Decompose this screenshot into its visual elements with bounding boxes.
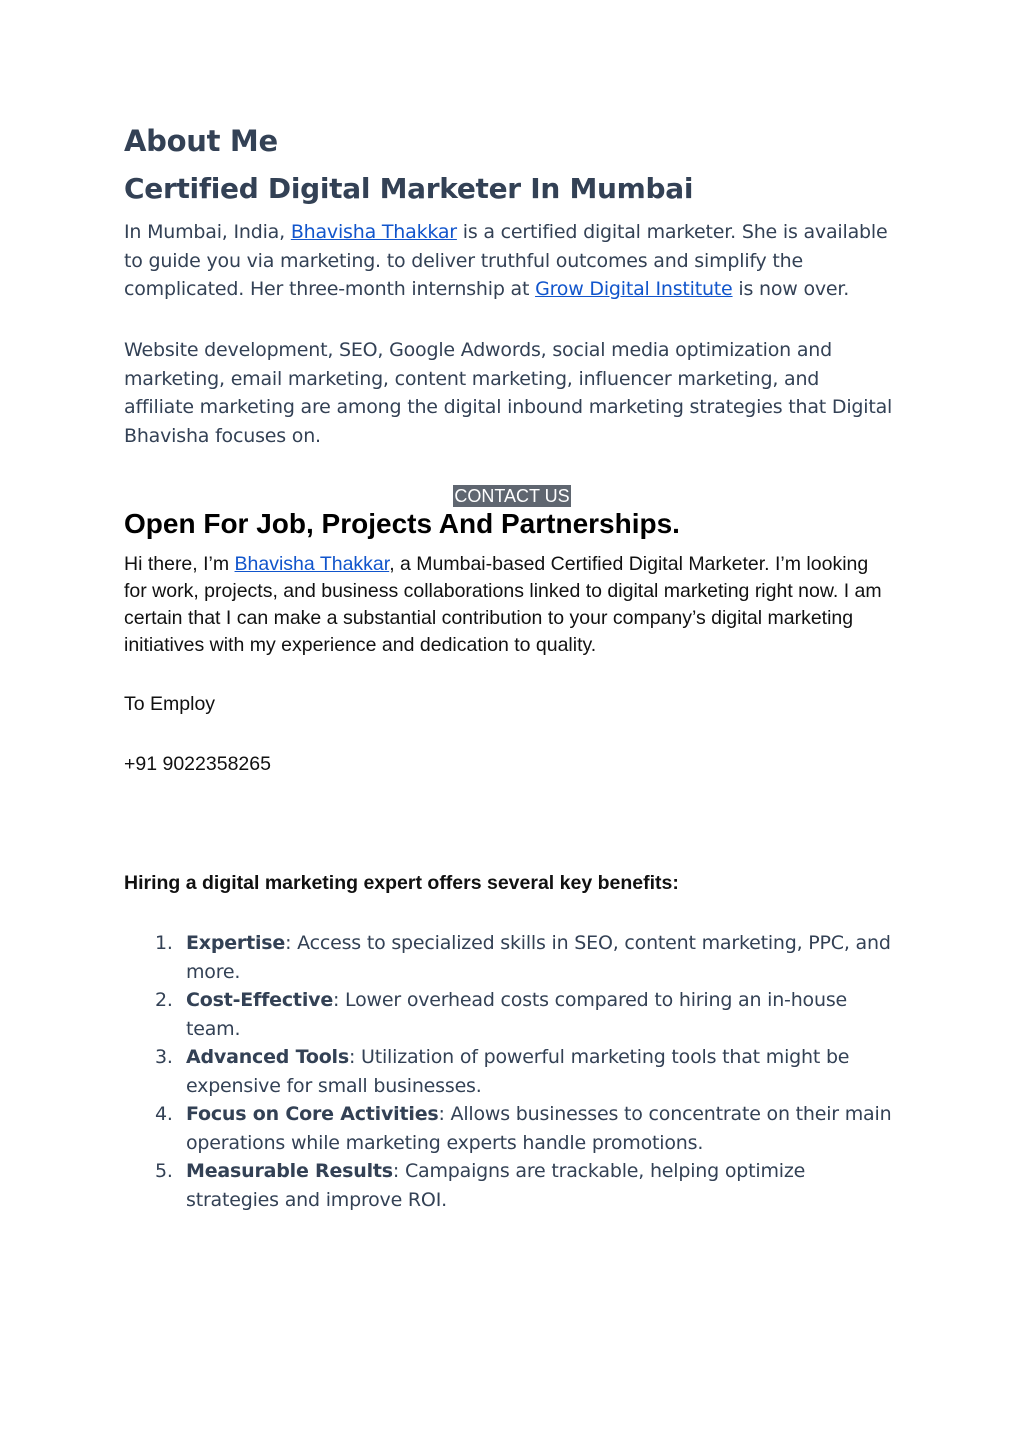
benefit-title: Focus on Core Activities — [186, 1103, 439, 1125]
list-number: 5. — [155, 1160, 173, 1182]
list-number: 4. — [155, 1103, 173, 1125]
certified-heading: Certified Digital Marketer In Mumbai — [124, 172, 694, 205]
contact-us-button[interactable]: CONTACT US — [454, 486, 570, 506]
intro-paragraph — [124, 218, 894, 304]
list-item — [124, 986, 894, 1043]
benefit-text: : Allows businesses to concentrate on their main operations while marketing experts handle promotions. — [186, 1103, 892, 1154]
grow-digital-link[interactable]: Grow Digital Institute — [535, 278, 733, 300]
benefit-text: : Campaigns are trackable, helping optimize strategies and improve ROI. — [186, 1160, 806, 1211]
list-number: 3. — [155, 1046, 173, 1068]
to-employ-text: To Employ — [124, 693, 216, 715]
list-number: 1. — [155, 932, 173, 954]
benefit-text: : Access to specialized skills in SEO, content marketing, PPC, and more. — [186, 932, 891, 983]
benefit-title: Expertise — [186, 932, 286, 954]
intro-text-end: is now over. — [732, 278, 850, 300]
benefit-text: : Utilization of powerful marketing tools that might be expensive for small businesses. — [186, 1046, 850, 1097]
contact-row — [0, 485, 1024, 507]
intro-text-start: In Mumbai, India, — [124, 221, 291, 243]
benefits-list — [124, 929, 894, 1214]
open-paragraph — [124, 551, 894, 659]
intro-text-middle: is a certified digital marketer. She is available to guide you via marketing. to deliver truthful outcomes and simplify the complicated. Her three-month internship at — [124, 221, 888, 300]
list-number: 2. — [155, 989, 173, 1011]
phone-number: +91 9022358265 — [124, 753, 271, 775]
open-text-end: , a Mumbai-based Certified Digital Marketer. I’m looking for work, projects, and business collaborations linked to digital marketing right now. I am certain that I can make a substantial contribution to your company’s digital marketing initiatives with my experience and dedication to quality. — [124, 553, 882, 656]
strategies-paragraph: Website development, SEO, Google Adwords, social media optimization and marketing, email marketing, content marketing, influencer marketing, and affiliate marketing are among the digital inbound marketing strategies that Digital Bhavisha focuses on. — [124, 339, 893, 447]
open-text-start: Hi there, I’m — [124, 553, 235, 575]
benefit-title: Cost-Effective — [186, 989, 334, 1011]
bhavisha-link-2[interactable]: Bhavisha Thakkar — [234, 553, 390, 575]
list-item — [124, 1100, 894, 1157]
list-item — [124, 1157, 894, 1214]
list-item — [124, 929, 894, 986]
benefits-heading: Hiring a digital marketing expert offers several key benefits: — [124, 872, 679, 894]
benefit-text: : Lower overhead costs compared to hiring an in-house team. — [186, 989, 848, 1040]
list-item — [124, 1043, 894, 1100]
bhavisha-link[interactable]: Bhavisha Thakkar — [290, 221, 457, 243]
benefit-title: Measurable Results — [186, 1160, 393, 1182]
benefit-title: Advanced Tools — [186, 1046, 349, 1068]
about-heading: About Me — [124, 124, 278, 158]
open-heading: Open For Job, Projects And Partnerships. — [124, 508, 680, 539]
